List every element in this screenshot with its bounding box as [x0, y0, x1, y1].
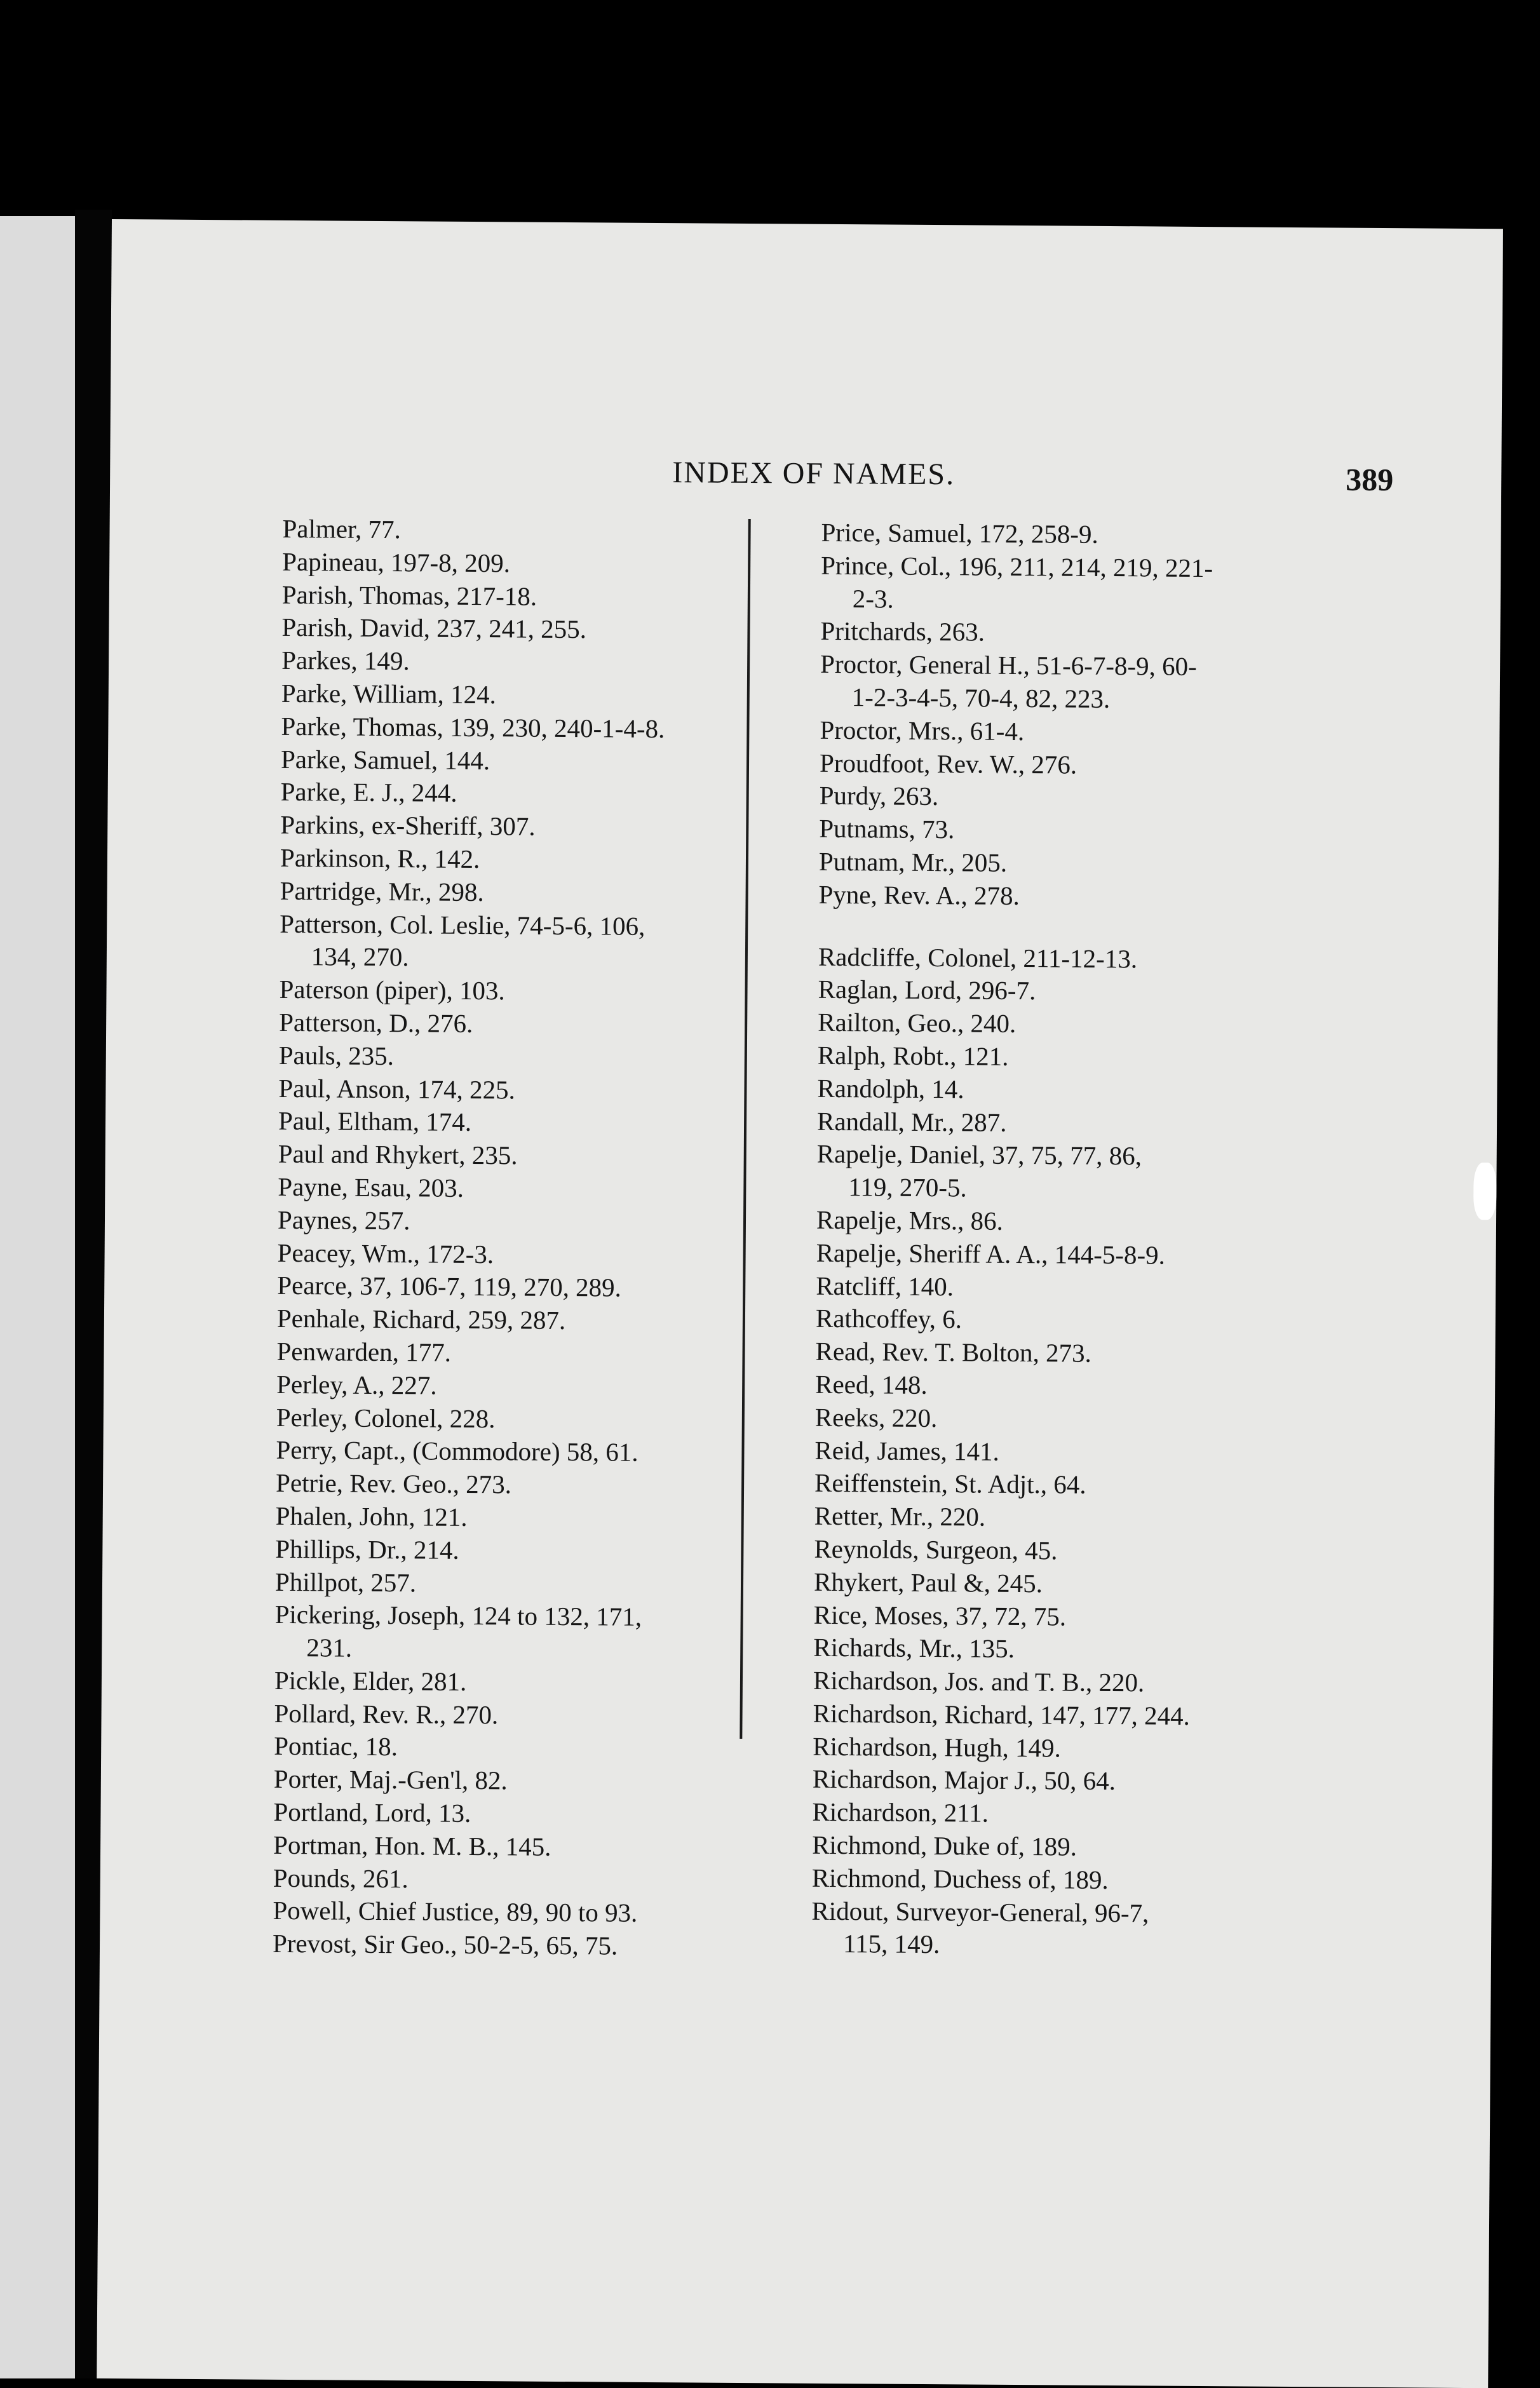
index-entry-text: Pickering, Joseph, 124 to 132, 171, — [274, 1600, 642, 1632]
index-entry-text: Putnams, 73. — [819, 813, 955, 844]
index-entry-text: Rapelje, Mrs., 86. — [816, 1204, 1003, 1236]
index-entry — [279, 973, 876, 1010]
index-entry — [273, 1894, 870, 1931]
index-entry-text: Paynes, 257. — [277, 1204, 410, 1236]
index-entry-text: Ridout, Surveyor-General, 96-7, — [811, 1896, 1149, 1928]
index-entry-text: Parke, E. J., 244. — [280, 777, 457, 808]
index-entry — [279, 1006, 876, 1043]
index-entry — [278, 1171, 875, 1208]
index-entry — [818, 879, 1441, 916]
index-entry-text: Ratcliff, 140. — [816, 1271, 954, 1301]
index-entry — [816, 1302, 1438, 1340]
index-entry-text: Rapelje, Daniel, 37, 75, 77, 86, — [816, 1139, 1142, 1171]
index-entry — [280, 809, 877, 846]
index-entry-text: Peacey, Wm., 172-3. — [277, 1238, 494, 1269]
index-entry — [820, 615, 1443, 652]
index-entry-continuation: 231. — [306, 1633, 353, 1663]
index-entry — [276, 1401, 874, 1438]
index-entry-text: Reid, James, 141. — [814, 1435, 1000, 1466]
index-entry-text: Perley, Colonel, 228. — [276, 1402, 496, 1433]
index-entry-text: Purdy, 263. — [819, 781, 939, 811]
index-entry — [815, 1335, 1438, 1373]
index-entry — [820, 746, 1442, 784]
index-entry-text: Prince, Col., 196, 211, 214, 219, 221- — [821, 550, 1213, 583]
index-entry — [273, 1862, 870, 1899]
index-entry-text: Papineau, 197-8, 209. — [282, 546, 511, 578]
index-entry — [817, 1072, 1440, 1110]
index-entry-text: Parke, William, 124. — [281, 678, 497, 710]
index-entry-text: Phillips, Dr., 214. — [275, 1534, 459, 1565]
index-entry-text: Penhale, Richard, 259, 287. — [276, 1303, 566, 1335]
index-entry — [821, 516, 1443, 554]
index-entry — [276, 1500, 873, 1537]
index-entry — [276, 1467, 873, 1504]
index-entry-text: Pollard, Rev. R., 270. — [274, 1698, 499, 1729]
index-entry-text: Richardson, Jos. and T. B., 220. — [813, 1665, 1145, 1697]
page-number: 389 — [1345, 461, 1394, 498]
index-entry-text: Reynolds, Surgeon, 45. — [814, 1534, 1058, 1565]
index-entry — [814, 1467, 1437, 1504]
index-entry — [819, 813, 1442, 850]
index-entry — [277, 1269, 874, 1306]
index-entry — [281, 644, 879, 681]
index-entry-text: Proctor, Mrs., 61-4. — [820, 715, 1025, 746]
index-entry — [818, 1039, 1440, 1077]
index-entry-text: Radcliffe, Colonel, 211-12-13. — [818, 941, 1138, 973]
index-entry-text: Pickle, Elder, 281. — [274, 1665, 467, 1696]
index-entry — [814, 1434, 1437, 1471]
index-entry — [816, 1204, 1439, 1241]
index-entry — [814, 1565, 1436, 1603]
index-entry-text: Patterson, D., 276. — [279, 1007, 473, 1038]
index-entry — [280, 842, 877, 879]
index-entry-text: Parish, Thomas, 217-18. — [281, 579, 537, 611]
index-entry — [820, 779, 1442, 817]
index-entry-text: Retter, Mr., 220. — [814, 1501, 986, 1532]
index-entry — [274, 1697, 871, 1734]
index-entry-text: Randall, Mr., 287. — [816, 1106, 1007, 1137]
index-entry — [281, 611, 879, 648]
book-page — [97, 219, 1503, 2388]
index-entry — [275, 1533, 872, 1570]
index-entry — [276, 1368, 874, 1405]
index-entry — [813, 1664, 1436, 1702]
index-entry — [273, 1829, 870, 1866]
index-entry-text: Richmond, Duke of, 189. — [812, 1830, 1077, 1861]
index-entry — [813, 1763, 1435, 1800]
index-entry — [281, 743, 878, 779]
index-entry — [816, 1269, 1438, 1307]
index-entry-text: Powell, Chief Justice, 89, 90 to 93. — [273, 1896, 638, 1928]
index-entry-text: Portland, Lord, 13. — [273, 1797, 471, 1828]
index-entry-text: Pounds, 261. — [273, 1863, 409, 1893]
index-entry-text: Phalen, John, 121. — [275, 1501, 468, 1532]
section-gap — [818, 911, 1441, 945]
index-entry-text: Prevost, Sir Geo., 50-2-5, 65, 75. — [272, 1929, 618, 1960]
index-entry-text: Putnam, Mr., 205. — [818, 846, 1008, 877]
index-entry-text: Price, Samuel, 172, 258-9. — [821, 517, 1098, 549]
index-entry — [814, 1598, 1436, 1636]
index-entry-text: Railton, Geo., 240. — [818, 1007, 1017, 1039]
index-entry-text: Rice, Moses, 37, 72, 75. — [813, 1600, 1067, 1631]
index-entry-text: Phillpot, 257. — [274, 1567, 417, 1597]
index-entry-text: Richardson, Hugh, 149. — [813, 1731, 1062, 1763]
index-entry-text: Partridge, Mr., 298. — [280, 875, 484, 907]
index-entry-continuation: 115, 149. — [842, 1929, 940, 1959]
index-entry-text: Proudfoot, Rev. W., 276. — [819, 748, 1077, 779]
index-entry-text: Pauls, 235. — [278, 1040, 395, 1070]
index-entry — [281, 677, 879, 714]
index-entry — [274, 1763, 871, 1800]
index-entry-text: Penwarden, 177. — [276, 1336, 452, 1367]
index-entry-text: Paul, Anson, 174, 225. — [278, 1073, 516, 1105]
index-entry-text: Richardson, 211. — [812, 1797, 989, 1828]
index-entry — [812, 1829, 1435, 1866]
index-entry — [812, 1862, 1435, 1899]
index-entry-text: Palmer, 77. — [282, 513, 402, 544]
index-entry — [819, 846, 1442, 883]
index-entry — [813, 1631, 1436, 1669]
index-entry-text: Pyne, Rev. A., 278. — [818, 879, 1020, 910]
left-page-edge — [0, 216, 83, 2378]
index-entry-text: Parkins, ex-Sheriff, 307. — [280, 810, 536, 841]
index-entry — [820, 648, 1443, 718]
index-entry — [814, 1533, 1436, 1570]
index-entry — [280, 875, 877, 912]
index-entry — [277, 1302, 874, 1339]
index-entry — [282, 546, 879, 583]
index-entry-text: Parke, Samuel, 144. — [280, 744, 490, 775]
index-entry — [274, 1598, 872, 1668]
index-entry — [275, 1565, 872, 1602]
index-column-right — [811, 516, 1444, 1965]
index-column-left — [273, 513, 880, 1965]
index-entry-text: Reeks, 220. — [814, 1402, 938, 1433]
index-entry — [820, 714, 1442, 752]
index-entry-text: Proctor, General H., 51-6-7-8-9, 60- — [820, 649, 1197, 682]
index-entry-text: Read, Rev. T. Bolton, 273. — [815, 1336, 1092, 1368]
index-entry — [278, 1072, 875, 1109]
index-entry-text: Parkes, 149. — [281, 645, 410, 676]
index-entry — [276, 1434, 873, 1471]
index-entry-text: Paterson (piper), 103. — [279, 975, 505, 1006]
index-entry-text: Paul, Eltham, 174. — [278, 1106, 472, 1137]
index-entry-text: Richardson, Major J., 50, 64. — [812, 1764, 1116, 1796]
index-entry — [815, 1401, 1438, 1438]
index-entry-text: Payne, Esau, 203. — [278, 1171, 464, 1203]
index-entry — [811, 1894, 1435, 1964]
index-entry-text: Rapelje, Sheriff A. A., 144-5-8-9. — [816, 1238, 1166, 1270]
index-entry — [818, 1006, 1440, 1044]
index-entry-text: Randolph, 14. — [817, 1073, 964, 1104]
index-entry — [821, 550, 1444, 619]
index-entry — [273, 1927, 870, 1964]
index-entry — [818, 973, 1440, 1011]
index-entry-text: Patterson, Col. Leslie, 74-5-6, 106, — [280, 908, 645, 941]
index-entry — [278, 1204, 875, 1241]
index-entry-text: Richardson, Richard, 147, 177, 244. — [813, 1698, 1191, 1730]
index-entry-text: Pearce, 37, 106-7, 119, 270, 289. — [277, 1271, 622, 1302]
index-entry — [279, 1039, 876, 1076]
index-entry-text: Perley, A., 227. — [276, 1369, 437, 1400]
index-entry — [281, 776, 878, 813]
index-entry-text: Perry, Capt., (Commodore) 58, 61. — [276, 1435, 638, 1467]
index-entry — [813, 1697, 1435, 1735]
index-entry — [816, 1237, 1438, 1274]
index-entry — [816, 1138, 1440, 1208]
index-entry-text: Petrie, Rev. Geo., 273. — [275, 1467, 512, 1499]
index-entry — [278, 1138, 875, 1175]
index-entry-text: Reed, 148. — [815, 1369, 928, 1400]
index-entry-text: Reiffenstein, St. Adjt., 64. — [814, 1468, 1086, 1500]
index-entry-text: Ralph, Robt., 121. — [817, 1040, 1009, 1071]
index-entry-text: Richards, Mr., 135. — [813, 1633, 1015, 1664]
index-entry — [818, 940, 1441, 978]
index-entry-text: Parish, David, 237, 241, 255. — [281, 612, 587, 644]
paper-speckle — [1473, 1163, 1497, 1220]
index-entry — [273, 1796, 870, 1833]
index-entry-continuation: 134, 270. — [311, 941, 409, 972]
index-entry-text: Portman, Hon. M. B., 145. — [273, 1830, 551, 1861]
index-entry-text: Pritchards, 263. — [820, 616, 985, 647]
index-entry — [815, 1368, 1438, 1406]
index-entry — [274, 1664, 872, 1701]
index-entry-text: Pontiac, 18. — [274, 1731, 398, 1762]
index-entry-continuation: 1-2-3-4-5, 70-4, 82, 223. — [851, 682, 1111, 713]
index-entry — [813, 1730, 1435, 1767]
index-entry-text: Porter, Maj.-Gen'l, 82. — [273, 1764, 508, 1795]
index-entry-continuation: 2-3. — [852, 583, 894, 614]
index-entry — [817, 1105, 1440, 1142]
index-entry — [282, 513, 879, 550]
index-entry — [276, 1335, 874, 1372]
index-entry-text: Rhykert, Paul &, 245. — [813, 1567, 1043, 1598]
index-entry — [281, 710, 878, 747]
index-entry — [280, 907, 877, 977]
running-head: INDEX OF NAMES. — [672, 455, 956, 492]
index-entry — [274, 1730, 871, 1767]
index-entry-text: Parkinson, R., 142. — [280, 842, 480, 874]
index-entry — [814, 1500, 1437, 1537]
index-entry-text: Raglan, Lord, 296-7. — [818, 975, 1036, 1006]
index-entry — [278, 1105, 875, 1142]
index-entry-continuation: 119, 270-5. — [848, 1172, 967, 1203]
index-entry-text: Parke, Thomas, 139, 230, 240-1-4-8. — [281, 711, 665, 743]
index-entry-text: Richmond, Duchess of, 189. — [811, 1863, 1109, 1894]
index-entry — [277, 1236, 874, 1273]
index-entry — [812, 1796, 1435, 1833]
index-entry — [282, 578, 879, 615]
index-entry-text: Paul and Rhykert, 235. — [278, 1139, 518, 1170]
index-entry-text: Rathcoffey, 6. — [815, 1304, 962, 1334]
